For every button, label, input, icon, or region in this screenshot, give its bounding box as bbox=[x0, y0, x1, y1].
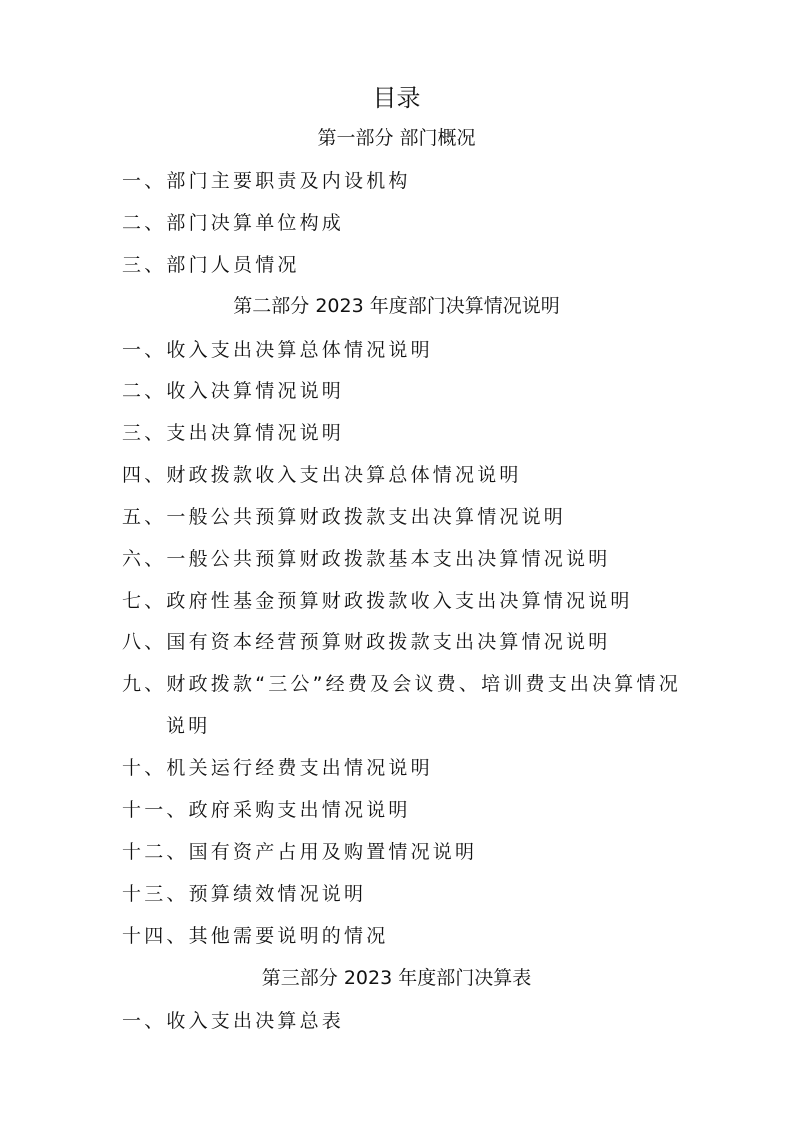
toc-item: 三、支出决算情况说明 bbox=[122, 422, 345, 444]
toc-item: 十四、其他需要说明的情况 bbox=[122, 925, 389, 947]
toc-item: 十、机关运行经费支出情况说明 bbox=[122, 757, 433, 779]
toc-item: 三、部门人员情况 bbox=[122, 254, 300, 276]
toc-item: 一、收入支出决算总表 bbox=[122, 1010, 345, 1032]
part-2-heading: 第二部分 2023 年度部门决算情况说明 bbox=[233, 295, 560, 317]
toc-item: 二、部门决算单位构成 bbox=[122, 212, 345, 234]
toc-item: 五、一般公共预算财政拨款支出决算情况说明 bbox=[122, 506, 567, 528]
toc-item: 十二、国有资产占用及购置情况说明 bbox=[122, 841, 478, 863]
toc-item: 一、部门主要职责及内设机构 bbox=[122, 170, 411, 192]
part-3-heading: 第三部分 2023 年度部门决算表 bbox=[261, 967, 532, 989]
toc-item-continuation: 说明 bbox=[166, 715, 211, 737]
toc-title: 目录 bbox=[372, 84, 421, 112]
toc-item: 十一、政府采购支出情况说明 bbox=[122, 799, 411, 821]
toc-item: 九、财政拨款“三公”经费及会议费、培训费支出决算情况 bbox=[122, 673, 681, 695]
toc-item: 一、收入支出决算总体情况说明 bbox=[122, 339, 433, 361]
toc-item: 二、收入决算情况说明 bbox=[122, 380, 345, 402]
toc-item: 四、财政拨款收入支出决算总体情况说明 bbox=[122, 464, 522, 486]
toc-item: 六、一般公共预算财政拨款基本支出决算情况说明 bbox=[122, 548, 611, 570]
toc-item: 十三、预算绩效情况说明 bbox=[122, 883, 367, 905]
part-1-heading: 第一部分 部门概况 bbox=[317, 127, 476, 149]
toc-item: 七、政府性基金预算财政拨款收入支出决算情况说明 bbox=[122, 590, 633, 612]
toc-item: 八、国有资本经营预算财政拨款支出决算情况说明 bbox=[122, 631, 611, 653]
